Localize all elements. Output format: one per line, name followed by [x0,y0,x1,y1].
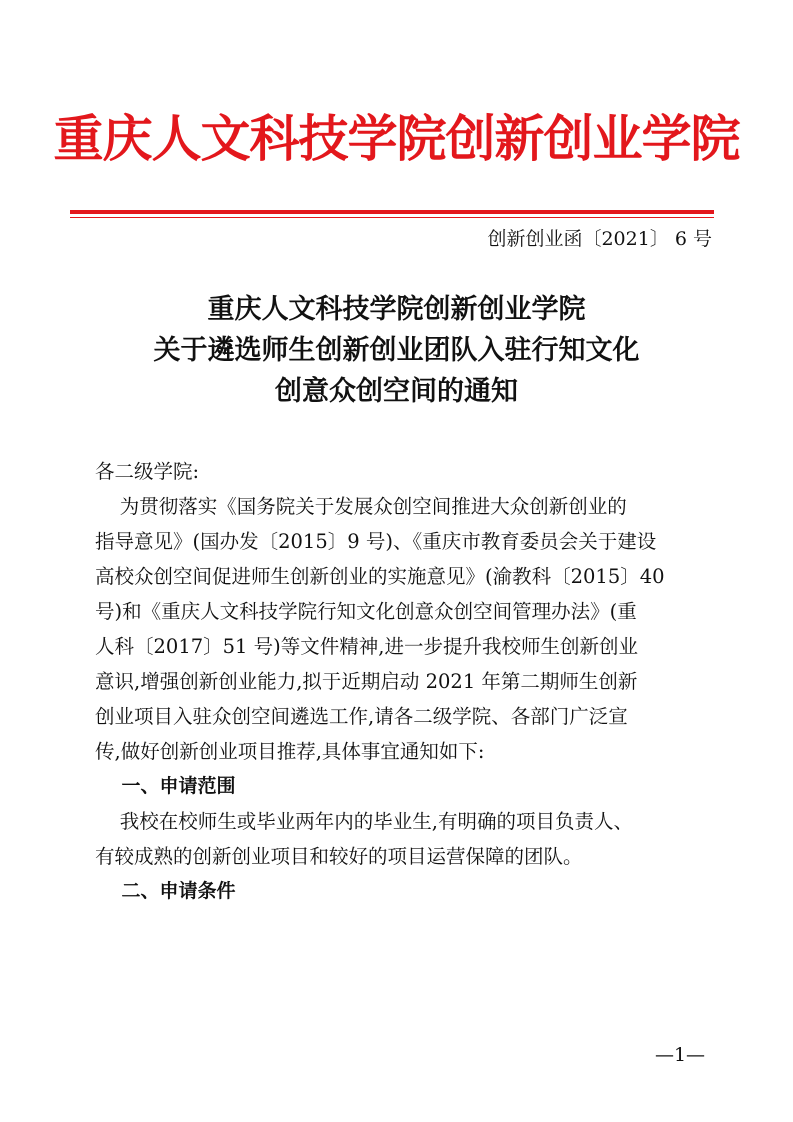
section-heading-scope: 一、申请范围 [95,775,236,797]
body-line: 为贯彻落实《国务院关于发展众创空间推进大众创新创业的 [95,495,627,518]
document-body [95,455,713,910]
doc-title-line-3: 创意众创空间的通知 [275,376,518,407]
body-line: 高校众创空间促进师生创新创业的实施意见》(渝教科〔2015〕40 [95,565,665,588]
doc-title-line-1: 重庆人文科技学院创新创业学院 [207,294,586,325]
body-line: 创业项目入驻众创空间遴选工作,请各二级学院、各部门广泛宣 [95,705,628,728]
document-number: 创新创业函〔2021〕 6 号 [487,228,712,250]
section-line: 我校在校师生或毕业两年内的毕业生,有明确的项目负责人、 [95,810,633,833]
doc-title-line-2: 关于遴选师生创新创业团队入驻行知文化 [153,335,640,366]
body-line: 意识,增强创新创业能力,拟于近期启动 2021 年第二期师生创新 [95,670,638,693]
body-line: 传,做好创新创业项目推荐,具体事宜通知如下: [95,740,485,763]
section-line: 有较成熟的创新创业项目和较好的项目运营保障的团队。 [95,845,583,868]
body-line: 号)和《重庆人文科技学院行知文化创意众创空间管理办法》(重 [95,600,637,623]
salutation: 各二级学院: [95,460,200,483]
header-red-rule-thin [70,217,714,218]
body-line: 指导意见》(国办发〔2015〕9 号)、《重庆市教育委员会关于建设 [95,530,657,553]
page-number: —1— [654,1044,706,1066]
org-header-title: 重庆人文科技学院创新创业学院 [53,110,740,168]
body-line: 人科〔2017〕51 号)等文件精神,进一步提升我校师生创新创业 [95,635,638,658]
section-heading-conditions: 二、申请条件 [95,880,236,902]
header-red-rule-thick [70,210,714,214]
